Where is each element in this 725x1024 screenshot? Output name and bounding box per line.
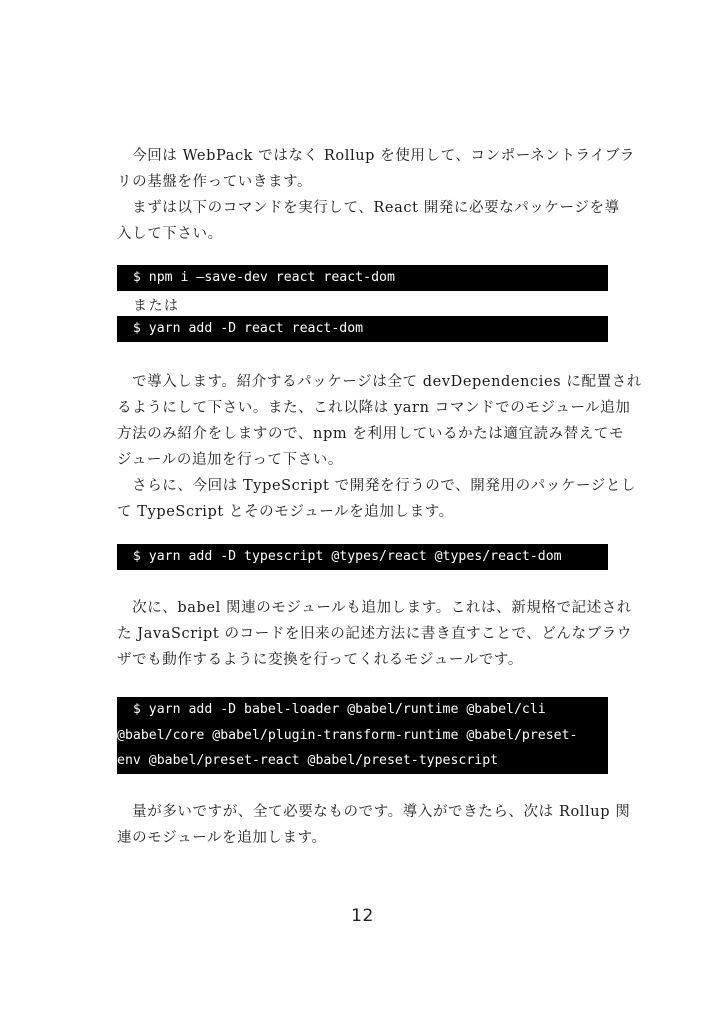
text-line: ザでも動作するように変換を行ってくれるモジュールです。 bbox=[117, 652, 523, 668]
text-line: 入して下さい。 bbox=[117, 226, 223, 242]
alternative-label: または bbox=[133, 298, 180, 314]
page-number: 12 bbox=[351, 906, 374, 926]
paragraph-closing bbox=[117, 799, 631, 851]
text-line: 今回は WebPack ではなく Rollup を使用して、コンポーネントライブラ bbox=[117, 148, 636, 164]
text-line: まずは以下のコマンドを実行して、React 開発に必要なパッケージを導 bbox=[117, 200, 620, 216]
text-line: さらに、今回は TypeScript で開発を行うので、開発用のパッケージとし bbox=[117, 478, 637, 494]
text-line: るようにして下さい。また、これ以降は yarn コマンドでのモジュール追加 bbox=[117, 400, 631, 416]
code-block-yarn-install-babel bbox=[117, 697, 608, 774]
code-block-yarn-install-react bbox=[117, 316, 608, 342]
code-line: @babel/core @babel/plugin-transform-runtime @babel/preset- bbox=[117, 727, 578, 743]
paragraph-intro bbox=[117, 143, 636, 247]
code-line: env @babel/preset-react @babel/preset-typescript bbox=[117, 753, 499, 769]
text-line: 次に、babel 関連のモジュールも追加します。これは、新規格で記述され bbox=[117, 600, 632, 616]
text-line: リの基盤を作っていきます。 bbox=[117, 174, 313, 190]
code-line: $ yarn add -D typescript @types/react @types/react-dom bbox=[117, 549, 562, 564]
code-line: $ yarn add -D babel-loader @babel/runtime @babel/cli bbox=[117, 702, 546, 717]
text-line: ジュールの追加を行って下さい。 bbox=[117, 452, 343, 468]
code-block-yarn-install-typescript bbox=[117, 544, 608, 570]
text-line: 量が多いですが、全て必要なものです。導入ができたら、次は Rollup 関 bbox=[117, 804, 631, 820]
paragraph-after-react-install bbox=[117, 369, 642, 525]
text-line: で導入します。紹介するパッケージは全て devDependencies に配置され bbox=[117, 374, 642, 390]
code-block-npm-install bbox=[117, 265, 608, 291]
code-line: $ yarn add -D react react-dom bbox=[117, 321, 364, 336]
text-line: て TypeScript とそのモジュールを追加します。 bbox=[117, 504, 454, 520]
text-line: た JavaScript のコードを旧来の記述方法に書き直すことで、どんなブラウ bbox=[117, 626, 632, 642]
code-line: $ npm i —save-dev react react-dom bbox=[117, 270, 395, 285]
text-line: 方法のみ紹介をしますので、npm を利用しているかたは適宜読み替えてモ bbox=[117, 426, 625, 442]
paragraph-babel-intro bbox=[117, 595, 632, 673]
text-line: 連のモジュールを追加します。 bbox=[117, 830, 327, 846]
